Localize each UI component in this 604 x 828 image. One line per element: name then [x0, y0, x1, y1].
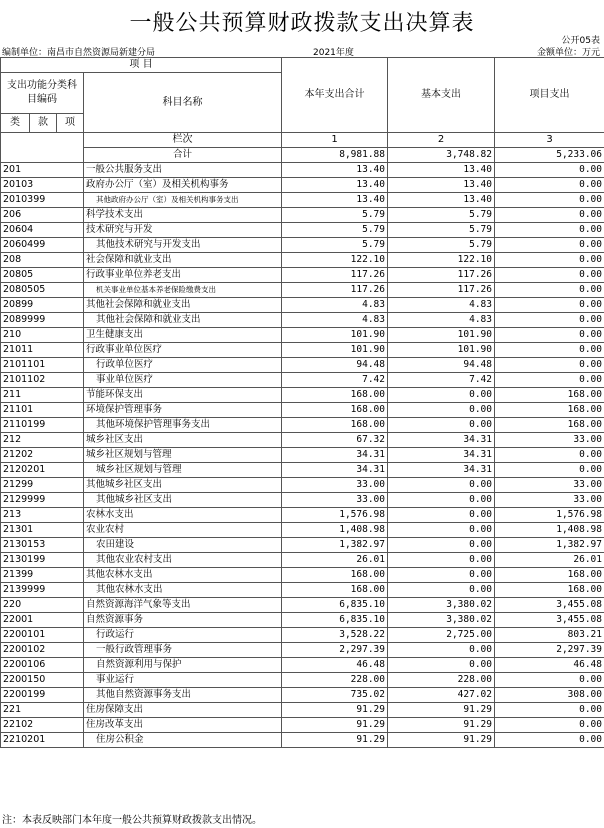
- subject-code: 201: [1, 163, 84, 178]
- amount-total: 91.29: [282, 733, 388, 748]
- amount-total: 2,297.39: [282, 643, 388, 658]
- amount-basic: 0.00: [388, 538, 495, 553]
- amount-basic: 13.40: [388, 163, 495, 178]
- amount-basic: 122.10: [388, 253, 495, 268]
- amount-project: 1,408.98: [495, 523, 604, 538]
- column-number-2: 2: [388, 133, 495, 148]
- subject-code: 2139999: [1, 583, 84, 598]
- amount-total: 34.31: [282, 463, 388, 478]
- subject-name: 其他城乡社区支出: [84, 493, 282, 508]
- amount-total: 13.40: [282, 163, 388, 178]
- amount-total: 4.83: [282, 313, 388, 328]
- table-row: [1, 283, 604, 298]
- table-row: [1, 643, 604, 658]
- subject-name: 科学技术支出: [84, 208, 282, 223]
- amount-total: 6,835.10: [282, 613, 388, 628]
- table-row: [1, 418, 604, 433]
- amount-basic: 0.00: [388, 403, 495, 418]
- subject-name: 行政事业单位医疗: [84, 343, 282, 358]
- amount-project: 0.00: [495, 673, 604, 688]
- total-sum: 8,981.88: [282, 148, 388, 163]
- amount-basic: 91.29: [388, 733, 495, 748]
- table-row: [1, 313, 604, 328]
- amount-project: 33.00: [495, 433, 604, 448]
- amount-project: 33.00: [495, 478, 604, 493]
- subject-code: 2101101: [1, 358, 84, 373]
- subject-code: 2010399: [1, 193, 84, 208]
- table-row: [1, 448, 604, 463]
- amount-total: 33.00: [282, 478, 388, 493]
- amount-total: 228.00: [282, 673, 388, 688]
- amount-basic: 0.00: [388, 478, 495, 493]
- amount-project: 1,382.97: [495, 538, 604, 553]
- table-row: [1, 478, 604, 493]
- table-row: [1, 688, 604, 703]
- amount-project: 26.01: [495, 553, 604, 568]
- amount-total: 4.83: [282, 298, 388, 313]
- subject-name: 城乡社区规划与管理: [84, 463, 282, 478]
- col-project-header: 项目支出: [495, 58, 604, 133]
- subject-name: 住房保障支出: [84, 703, 282, 718]
- amount-project: 0.00: [495, 358, 604, 373]
- table-row: [1, 253, 604, 268]
- amount-project: 0.00: [495, 718, 604, 733]
- subject-name: 自然资源海洋气象等支出: [84, 598, 282, 613]
- table-row: [1, 358, 604, 373]
- amount-basic: 91.29: [388, 718, 495, 733]
- amount-basic: 427.02: [388, 688, 495, 703]
- amount-project: 0.00: [495, 328, 604, 343]
- amount-total: 735.02: [282, 688, 388, 703]
- subject-code: 20805: [1, 268, 84, 283]
- subject-name: 其他政府办公厅（室）及相关机构事务支出: [84, 193, 282, 208]
- amount-project: 1,576.98: [495, 508, 604, 523]
- amount-total: 101.90: [282, 328, 388, 343]
- amount-project: 803.21: [495, 628, 604, 643]
- subject-name: 其他农林水支出: [84, 583, 282, 598]
- amount-total: 168.00: [282, 418, 388, 433]
- amount-basic: 91.29: [388, 703, 495, 718]
- amount-basic: 5.79: [388, 208, 495, 223]
- amount-basic: 101.90: [388, 328, 495, 343]
- amount-basic: 0.00: [388, 553, 495, 568]
- table-row: [1, 568, 604, 583]
- subject-code: 2110199: [1, 418, 84, 433]
- subject-code: 2129999: [1, 493, 84, 508]
- amount-basic: 13.40: [388, 193, 495, 208]
- amount-basic: 117.26: [388, 268, 495, 283]
- blank-code-cell: [1, 133, 84, 163]
- form-code: 公开05表: [561, 36, 600, 46]
- subject-code: 211: [1, 388, 84, 403]
- amount-total: 7.42: [282, 373, 388, 388]
- column-number-3: 3: [495, 133, 604, 148]
- table-row: [1, 223, 604, 238]
- amount-project: 0.00: [495, 448, 604, 463]
- amount-basic: 0.00: [388, 508, 495, 523]
- table-row: [1, 373, 604, 388]
- table-row: [1, 193, 604, 208]
- amount-project: 0.00: [495, 238, 604, 253]
- amount-project: 168.00: [495, 583, 604, 598]
- table-row: [1, 163, 604, 178]
- subject-code: 2120201: [1, 463, 84, 478]
- amount-project: 0.00: [495, 223, 604, 238]
- page-title: 一般公共预算财政拨款支出决算表: [129, 11, 475, 36]
- subject-code: 20604: [1, 223, 84, 238]
- amount-project: 0.00: [495, 313, 604, 328]
- amount-project: 0.00: [495, 298, 604, 313]
- amount-total: 122.10: [282, 253, 388, 268]
- subject-code: 22001: [1, 613, 84, 628]
- subject-code: 21011: [1, 343, 84, 358]
- code-header: 支出功能分类科目编码: [1, 73, 84, 114]
- amount-basic: 94.48: [388, 358, 495, 373]
- lei-header: 类: [1, 114, 30, 133]
- amount-project: 168.00: [495, 418, 604, 433]
- total-basic: 3,748.82: [388, 148, 495, 163]
- subject-code: 2080505: [1, 283, 84, 298]
- column-index-label: 栏次: [84, 133, 282, 148]
- amount-total: 91.29: [282, 703, 388, 718]
- subject-name: 其他农林水支出: [84, 568, 282, 583]
- col-total-header: 本年支出合计: [282, 58, 388, 133]
- amount-project: 0.00: [495, 343, 604, 358]
- subject-name: 卫生健康支出: [84, 328, 282, 343]
- table-row: [1, 553, 604, 568]
- amount-project: 33.00: [495, 493, 604, 508]
- amount-project: 0.00: [495, 703, 604, 718]
- amount-total: 6,835.10: [282, 598, 388, 613]
- subject-code: 2130199: [1, 553, 84, 568]
- subject-name: 城乡社区规划与管理: [84, 448, 282, 463]
- amount-total: 94.48: [282, 358, 388, 373]
- subject-name: 机关事业单位基本养老保险缴费支出: [84, 283, 282, 298]
- table-row: [1, 463, 604, 478]
- table-row: [1, 298, 604, 313]
- amount-basic: 0.00: [388, 658, 495, 673]
- subject-code: 2089999: [1, 313, 84, 328]
- amount-basic: 4.83: [388, 298, 495, 313]
- amount-project: 0.00: [495, 163, 604, 178]
- amount-basic: 228.00: [388, 673, 495, 688]
- amount-total: 168.00: [282, 403, 388, 418]
- subject-code: 20103: [1, 178, 84, 193]
- subject-name: 环境保护管理事务: [84, 403, 282, 418]
- amount-total: 117.26: [282, 268, 388, 283]
- xiang-header: 项: [57, 114, 84, 133]
- amount-total: 168.00: [282, 568, 388, 583]
- subject-code: 2210201: [1, 733, 84, 748]
- amount-total: 46.48: [282, 658, 388, 673]
- table-row: [1, 343, 604, 358]
- table-row: [1, 718, 604, 733]
- subject-name: 行政事业单位养老支出: [84, 268, 282, 283]
- amount-project: 308.00: [495, 688, 604, 703]
- subject-name: 农田建设: [84, 538, 282, 553]
- subject-code: 2200150: [1, 673, 84, 688]
- table-row: [1, 673, 604, 688]
- subject-code: 2200199: [1, 688, 84, 703]
- amount-total: 26.01: [282, 553, 388, 568]
- subject-name: 技术研究与开发: [84, 223, 282, 238]
- subject-name: 一般行政管理事务: [84, 643, 282, 658]
- table-row: [1, 208, 604, 223]
- table-row: [1, 703, 604, 718]
- subject-code: 213: [1, 508, 84, 523]
- amount-basic: 3,380.02: [388, 613, 495, 628]
- subject-code: 21299: [1, 478, 84, 493]
- amount-unit: 金额单位：万元: [536, 48, 600, 58]
- amount-total: 5.79: [282, 238, 388, 253]
- table-row: [1, 613, 604, 628]
- amount-project: 0.00: [495, 268, 604, 283]
- subject-name: 其他社会保障和就业支出: [84, 313, 282, 328]
- table-row: [1, 268, 604, 283]
- table-row: [1, 328, 604, 343]
- subject-name: 节能环保支出: [84, 388, 282, 403]
- amount-basic: 0.00: [388, 493, 495, 508]
- amount-project: 0.00: [495, 283, 604, 298]
- total-project: 5,233.06: [495, 148, 604, 163]
- amount-project: 0.00: [495, 208, 604, 223]
- amount-project: 0.00: [495, 373, 604, 388]
- amount-total: 13.40: [282, 178, 388, 193]
- compiling-unit: 编制单位：南昌市自然资源局新建分局: [2, 48, 156, 58]
- subject-code: 2130153: [1, 538, 84, 553]
- subject-code: 2060499: [1, 238, 84, 253]
- amount-total: 168.00: [282, 583, 388, 598]
- amount-project: 0.00: [495, 253, 604, 268]
- amount-basic: 0.00: [388, 418, 495, 433]
- table-row: [1, 628, 604, 643]
- amount-project: 2,297.39: [495, 643, 604, 658]
- amount-project: 0.00: [495, 733, 604, 748]
- amount-basic: 5.79: [388, 238, 495, 253]
- subject-code: 2200102: [1, 643, 84, 658]
- amount-basic: 117.26: [388, 283, 495, 298]
- table-row: [1, 538, 604, 553]
- amount-basic: 101.90: [388, 343, 495, 358]
- table-row: [1, 403, 604, 418]
- table-row: [1, 658, 604, 673]
- subject-code: 212: [1, 433, 84, 448]
- subject-code: 221: [1, 703, 84, 718]
- col-basic-header: 基本支出: [388, 58, 495, 133]
- subject-name: 社会保障和就业支出: [84, 253, 282, 268]
- amount-total: 5.79: [282, 208, 388, 223]
- amount-total: 33.00: [282, 493, 388, 508]
- subject-name: 自然资源利用与保护: [84, 658, 282, 673]
- table-row: [1, 598, 604, 613]
- subject-code: 21202: [1, 448, 84, 463]
- amount-project: 3,455.08: [495, 598, 604, 613]
- amount-total: 1,408.98: [282, 523, 388, 538]
- subject-name-header: 科目名称: [84, 73, 282, 133]
- amount-basic: 34.31: [388, 448, 495, 463]
- subject-name: 农林水支出: [84, 508, 282, 523]
- amount-basic: 0.00: [388, 388, 495, 403]
- amount-basic: 2,725.00: [388, 628, 495, 643]
- subject-name: 其他自然资源事务支出: [84, 688, 282, 703]
- subject-code: 20899: [1, 298, 84, 313]
- subject-name: 城乡社区支出: [84, 433, 282, 448]
- subject-name: 住房公积金: [84, 733, 282, 748]
- table-row: [1, 493, 604, 508]
- amount-total: 67.32: [282, 433, 388, 448]
- subject-code: 21301: [1, 523, 84, 538]
- amount-basic: 5.79: [388, 223, 495, 238]
- amount-total: 91.29: [282, 718, 388, 733]
- subject-name: 其他社会保障和就业支出: [84, 298, 282, 313]
- table-row: [1, 733, 604, 748]
- subject-code: 220: [1, 598, 84, 613]
- amount-total: 168.00: [282, 388, 388, 403]
- subject-code: 21399: [1, 568, 84, 583]
- subject-code: 2200106: [1, 658, 84, 673]
- amount-project: 3,455.08: [495, 613, 604, 628]
- total-label: 合计: [84, 148, 282, 163]
- amount-total: 34.31: [282, 448, 388, 463]
- table-row: [1, 178, 604, 193]
- subject-code: 22102: [1, 718, 84, 733]
- kuan-header: 款: [30, 114, 57, 133]
- subject-name: 其他环境保护管理事务支出: [84, 418, 282, 433]
- subject-name: 事业单位医疗: [84, 373, 282, 388]
- amount-basic: 0.00: [388, 568, 495, 583]
- amount-total: 5.79: [282, 223, 388, 238]
- amount-basic: 0.00: [388, 583, 495, 598]
- subject-name: 其他城乡社区支出: [84, 478, 282, 493]
- table-row: [1, 523, 604, 538]
- amount-basic: 3,380.02: [388, 598, 495, 613]
- subject-code: 2200101: [1, 628, 84, 643]
- table-row: [1, 433, 604, 448]
- amount-basic: 34.31: [388, 463, 495, 478]
- amount-total: 1,382.97: [282, 538, 388, 553]
- table-row: [1, 238, 604, 253]
- subject-code: 2101102: [1, 373, 84, 388]
- amount-total: 3,528.22: [282, 628, 388, 643]
- subject-name: 行政运行: [84, 628, 282, 643]
- amount-project: 0.00: [495, 178, 604, 193]
- amount-total: 13.40: [282, 193, 388, 208]
- amount-basic: 13.40: [388, 178, 495, 193]
- subject-name: 其他农业农村支出: [84, 553, 282, 568]
- subject-name: 其他技术研究与开发支出: [84, 238, 282, 253]
- subject-code: 21101: [1, 403, 84, 418]
- subject-name: 行政单位医疗: [84, 358, 282, 373]
- amount-total: 101.90: [282, 343, 388, 358]
- amount-basic: 0.00: [388, 523, 495, 538]
- subject-code: 206: [1, 208, 84, 223]
- subject-name: 住房改革支出: [84, 718, 282, 733]
- table-row: [1, 388, 604, 403]
- subject-code: 208: [1, 253, 84, 268]
- amount-basic: 34.31: [388, 433, 495, 448]
- amount-basic: 7.42: [388, 373, 495, 388]
- amount-project: 168.00: [495, 568, 604, 583]
- amount-project: 0.00: [495, 463, 604, 478]
- item-header: 项 目: [1, 58, 282, 73]
- subject-name: 农业农村: [84, 523, 282, 538]
- subject-name: 一般公共服务支出: [84, 163, 282, 178]
- amount-total: 117.26: [282, 283, 388, 298]
- amount-basic: 0.00: [388, 643, 495, 658]
- subject-name: 政府办公厅（室）及相关机构事务: [84, 178, 282, 193]
- subject-name: 事业运行: [84, 673, 282, 688]
- table-row: [1, 508, 604, 523]
- table-row: [1, 583, 604, 598]
- amount-basic: 4.83: [388, 313, 495, 328]
- amount-project: 0.00: [495, 193, 604, 208]
- amount-project: 168.00: [495, 403, 604, 418]
- column-number-1: 1: [282, 133, 388, 148]
- amount-project: 168.00: [495, 388, 604, 403]
- amount-project: 46.48: [495, 658, 604, 673]
- subject-code: 210: [1, 328, 84, 343]
- amount-total: 1,576.98: [282, 508, 388, 523]
- fiscal-year: 2021年度: [313, 48, 354, 58]
- footnote: 注：本表反映部门本年度一般公共预算财政拨款支出情况。: [2, 815, 262, 826]
- subject-name: 自然资源事务: [84, 613, 282, 628]
- expenditure-table: [0, 57, 604, 748]
